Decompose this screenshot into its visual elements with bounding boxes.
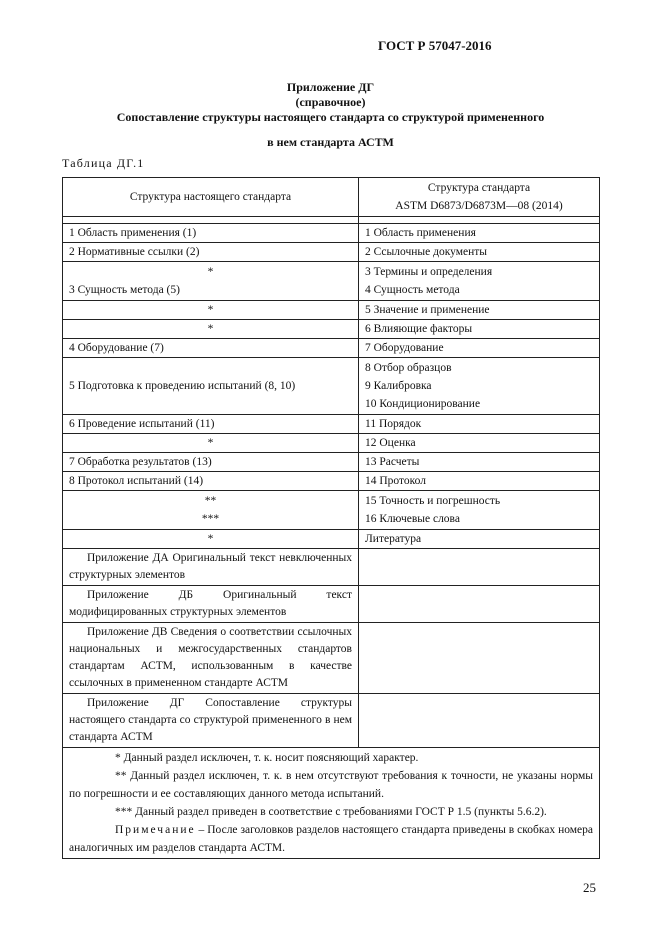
table-row: [63, 224, 600, 243]
table-cell: Приложение ДБ Оригинальный текст модифицированных структурных элементов: [63, 586, 359, 623]
cell-line: **: [204, 495, 217, 507]
table-cell: [63, 491, 359, 530]
note-label: Примечание: [115, 824, 196, 836]
table-cell: [359, 491, 600, 530]
table-row: [63, 320, 600, 339]
table-cell: 5 Подготовка к проведению испытаний (8, 10): [63, 358, 359, 415]
appendix-heading: [0, 80, 661, 150]
table-row: [63, 623, 600, 694]
table-row: [63, 339, 600, 358]
header-spacer-row: [63, 217, 600, 224]
cell-line: ***: [201, 513, 220, 525]
appendix-title: Приложение ДГ: [286, 80, 375, 94]
table-cell: 2 Нормативные ссылки (2): [63, 243, 359, 262]
table-cell: 13 Расчеты: [359, 453, 600, 472]
table-cell: [359, 358, 600, 415]
table-header-row: [63, 178, 600, 217]
col1-header: Структура настоящего стандарта: [63, 178, 359, 217]
table-cell: 7 Обработка результатов (13): [63, 453, 359, 472]
cell-line: 4 Сущность метода: [365, 284, 460, 296]
table-cell: [359, 262, 600, 301]
table-cell: Приложение ДГ Сопоставление структуры настоящего стандарта со структурой примененного в нем стандарта АСТМ: [63, 694, 359, 748]
table-row: [63, 694, 600, 748]
footnote-2: ** Данный раздел исключен, т. к. в нем отсутствуют требования к точности, не указаны нормы по погрешности и ее составляющих данного метода испытаний.: [69, 770, 593, 800]
table-cell: 14 Протокол: [359, 472, 600, 491]
table-cell: 7 Оборудование: [359, 339, 600, 358]
cell-line: 8 Отбор образцов: [365, 362, 452, 374]
cell-line: *: [207, 266, 214, 278]
col2-header: [359, 178, 600, 217]
table-cell: 2 Ссылочные документы: [359, 243, 600, 262]
col2-header-line2: ASTM D6873/D6873M—08 (2014): [395, 200, 563, 212]
cell-line: 3 Сущность метода (5): [69, 284, 180, 296]
table-cell: *: [63, 434, 359, 453]
table-note: [69, 821, 593, 857]
table-cell: 4 Оборудование (7): [63, 339, 359, 358]
table-cell: 6 Проведение испытаний (11): [63, 415, 359, 434]
table-row: [63, 453, 600, 472]
table-row: [63, 472, 600, 491]
footnote-1: * Данный раздел исключен, т. к. носит поясняющий характер.: [115, 752, 419, 764]
note-text: – После заголовков разделов настоящего стандарта приведены в скобках номера аналогичных им разделов стандарта АСТМ.: [69, 824, 593, 854]
table-row: [63, 549, 600, 586]
table-row: [63, 586, 600, 623]
table-row: [63, 243, 600, 262]
cell-line: 15 Точность и погрешность: [365, 495, 501, 507]
cell-line: 9 Калибровка: [365, 380, 432, 392]
table-row: [63, 434, 600, 453]
table-row: [63, 415, 600, 434]
table-row: [63, 262, 600, 301]
table-cell: *: [63, 530, 359, 549]
table-cell: 8 Протокол испытаний (14): [63, 472, 359, 491]
spacer-cell: [63, 217, 359, 224]
table-cell: 11 Порядок: [359, 415, 600, 434]
col2-header-line1: Структура стандарта: [427, 182, 531, 194]
table-cell: Приложение ДВ Сведения о соответствии ссылочных национальных и межгосударственных стандартов стандартам АСТМ, использованным в качестве ссылочных в примененном стандарте АСТМ: [63, 623, 359, 694]
table-cell: [359, 549, 600, 586]
standard-number: ГОСТ Р 57047-2016: [378, 38, 492, 53]
appendix-heading-line1: Сопоставление структуры настоящего стандарта со структурой примененного: [116, 110, 545, 124]
cell-line: 3 Термины и определения: [365, 266, 493, 278]
cell-line: 16 Ключевые слова: [365, 513, 460, 525]
table-row: [63, 530, 600, 549]
table-cell: Приложение ДА Оригинальный текст невключенных структурных элементов: [63, 549, 359, 586]
table-cell: Литература: [359, 530, 600, 549]
comparison-table: [62, 177, 600, 859]
table-notes-row: [63, 748, 600, 859]
table-cell: 1 Область применения (1): [63, 224, 359, 243]
table-cell: 6 Влияющие факторы: [359, 320, 600, 339]
table-cell: *: [63, 320, 359, 339]
page-number: 25: [583, 880, 596, 895]
table-cell: 5 Значение и применение: [359, 301, 600, 320]
table-cell: *: [63, 301, 359, 320]
cell-line: 10 Кондиционирование: [365, 398, 481, 410]
table-caption: Таблица ДГ.1: [62, 156, 145, 170]
table-cell: [359, 623, 600, 694]
appendix-subtitle: (справочное): [295, 95, 366, 109]
table-row: [63, 491, 600, 530]
footnote-3: *** Данный раздел приведен в соответствие с требованиями ГОСТ Р 1.5 (пункты 5.6.2).: [115, 806, 547, 818]
table-cell: 12 Оценка: [359, 434, 600, 453]
table-row: [63, 301, 600, 320]
table-cell: 1 Область применения: [359, 224, 600, 243]
appendix-heading-line2: в нем стандарта АСТМ: [267, 135, 394, 149]
table-row: [63, 358, 600, 415]
table-cell: [359, 694, 600, 748]
table-cell: [63, 262, 359, 301]
table-notes: [63, 748, 600, 859]
table-cell: [359, 586, 600, 623]
spacer-cell: [359, 217, 600, 224]
